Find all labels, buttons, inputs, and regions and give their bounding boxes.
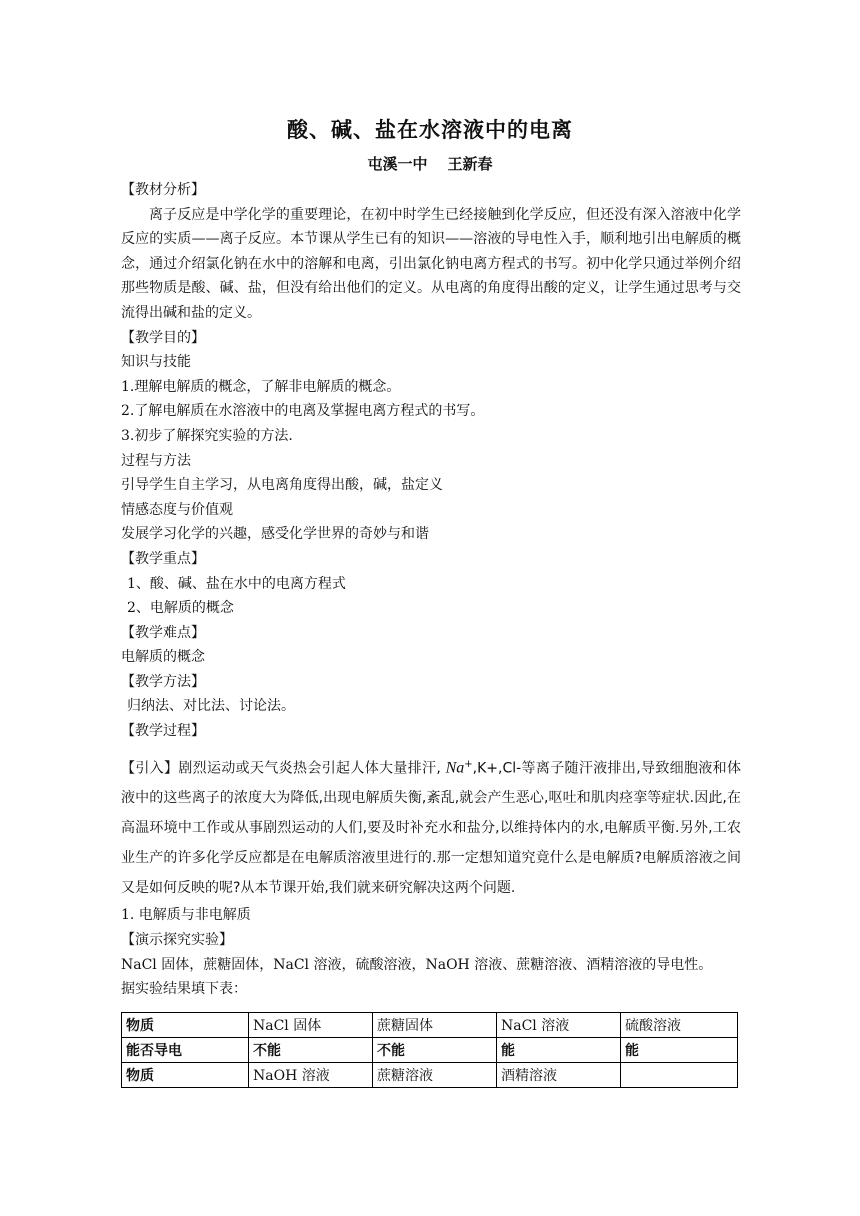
method-text: 归纳法、对比法、讨论法。 (127, 698, 295, 715)
table-cell: NaCl 溶液 (497, 1013, 621, 1038)
table-cell: 蔗糖固体 (373, 1013, 497, 1038)
intro-tag: 【引入】 (121, 760, 179, 777)
author-line (0, 153, 860, 174)
table-intro: 据实验结果填下表： (121, 981, 247, 998)
goal-item: 引导学生自主学习，从电离角度得出酸，碱，盐定义 (121, 477, 443, 494)
table-cell: 物质 (122, 1063, 249, 1088)
section-heading: 【教材分析】 (121, 182, 205, 198)
document-title: 酸、碱、盐在水溶液中的电离 (287, 118, 573, 142)
sodium-ion-charge: + (464, 758, 473, 770)
sodium-ion-symbol: Na (445, 759, 465, 777)
table-cell: NaCl 固体 (249, 1013, 373, 1038)
table-cell: 能 (497, 1038, 621, 1063)
key-point: 2、电解质的概念 (127, 600, 234, 617)
intro-paragraph (121, 750, 741, 904)
table-cell: 酒精溶液 (497, 1063, 621, 1088)
table-cell: 能否导电 (122, 1038, 249, 1063)
table-cell: 能 (621, 1038, 738, 1063)
table-cell: 硫酸溶液 (621, 1013, 738, 1038)
table-cell: NaOH 溶液 (249, 1063, 373, 1088)
subheading: 过程与方法 (121, 452, 191, 469)
goal-item: 3.初步了解探究实验的方法. (121, 427, 293, 444)
table-cell: 蔗糖溶液 (373, 1063, 497, 1088)
table-cell: 物质 (122, 1013, 249, 1038)
table-row (122, 1013, 738, 1038)
author-name: 王新春 (447, 155, 493, 173)
author-school: 屯溪一中 (367, 155, 428, 173)
section-heading: 【演示探究实验】 (121, 931, 233, 948)
goal-item: 发展学习化学的兴趣，感受化学世界的奇妙与和谐 (121, 526, 429, 543)
goal-item: 1.理解电解质的概念，了解非电解质的概念。 (121, 378, 401, 395)
analysis-paragraph: 离子反应是中学化学的重要理论，在初中时学生已经接触到化学反应，但还没有深入溶液中化学反应的实质——离子反应。本节课从学生已有的知识——溶液的导电性入手，顺利地引出电解质的概念，通过介绍氯化钠在水中的溶解和电离，引出氯化钠电离方程式的书写。初中化学只通过举例介绍那些物质是酸、碱、盐，但没有给出他们的定义。从电离的角度得出酸的定义，让学生通过思考与交流得出碱和盐的定义。 (121, 206, 741, 321)
subsection-title: 1. 电解质与非电解质 (121, 907, 251, 924)
section-heading: 【教学方法】 (121, 673, 205, 690)
intro-text-b: ,K+,Cl-等离子随汗液排出,导致细胞液和体液中的这些离子的浓度大为降低,出现电解质失衡,紊乱,就会产生恶心,呕吐和肌肉痉挛等症状.因此,在高温环境中工作或从事剧烈运动的人们,要及时补充水和盐分,以维持体内的水,电解质平衡.另外,工农业生产的许多化学反应都是在电解质溶液里进行的.那一定想知道究竟什么是电解质?电解质溶液之间又是如何反映的呢?从本节课开始,我们就来研究解决这两个问题. (121, 760, 742, 897)
document-body (121, 178, 741, 1002)
intro-text-a: 剧烈运动或天气炎热会引起人体大量排汗, (178, 760, 446, 777)
key-point: 1、酸、碱、盐在水中的电离方程式 (127, 575, 346, 592)
table-cell: 不能 (249, 1038, 373, 1063)
table-cell (621, 1063, 738, 1088)
table-row (122, 1038, 738, 1063)
conductivity-table (121, 1012, 738, 1088)
section-heading: 【教学难点】 (121, 624, 205, 641)
table-cell: 不能 (373, 1038, 497, 1063)
section-heading: 【教学目的】 (121, 329, 205, 346)
subheading: 情感态度与价值观 (121, 501, 233, 518)
goal-item: 2.了解电解质在水溶液中的电离及掌握电离方程式的书写。 (121, 403, 485, 420)
section-heading: 【教学过程】 (121, 723, 205, 740)
section-heading: 【教学重点】 (121, 550, 205, 567)
subheading: 知识与技能 (121, 354, 191, 371)
demo-paragraph: NaCl 固体，蔗糖固体，NaCl 溶液，硫酸溶液，NaOH 溶液、蔗糖溶液、酒精溶液的导电性。 (121, 956, 713, 973)
table-row (122, 1063, 738, 1088)
difficulty-text: 电解质的概念 (121, 649, 205, 666)
